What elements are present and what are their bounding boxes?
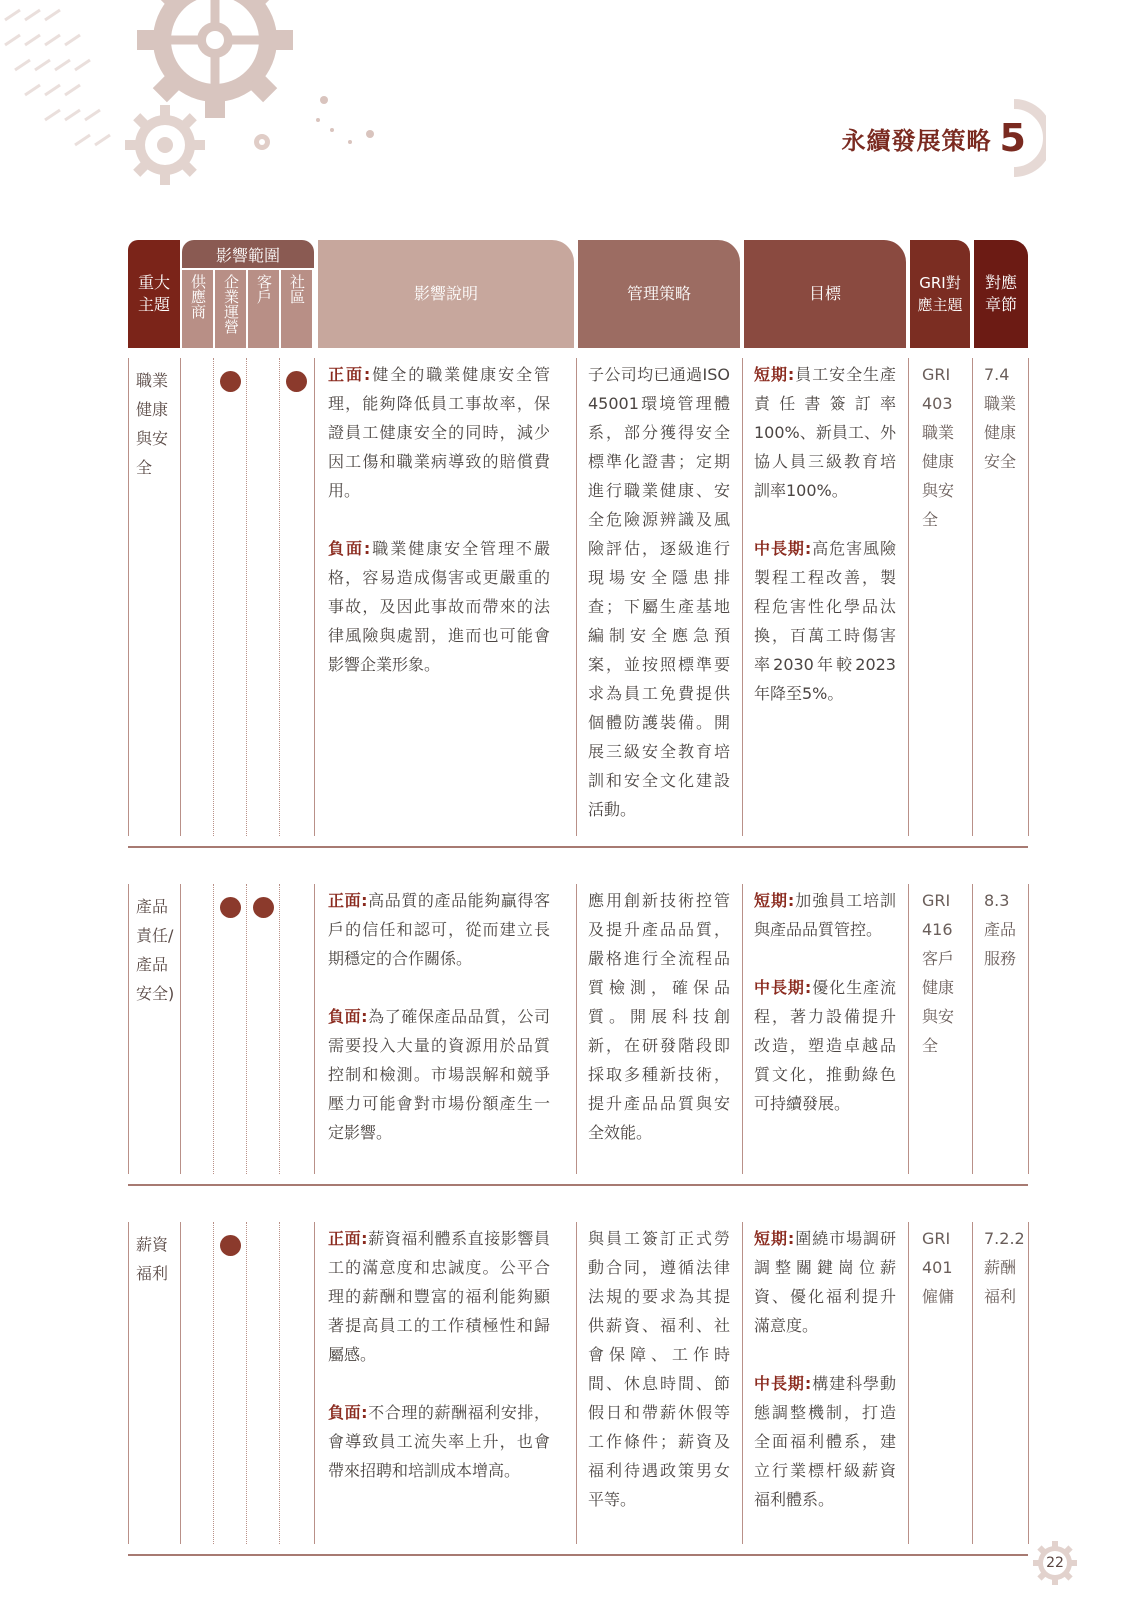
targets bbox=[754, 886, 896, 1184]
gear-decoration-small-icon bbox=[120, 100, 210, 190]
gri-topic bbox=[922, 1224, 966, 1554]
topic-name: 職業健康與安全 bbox=[136, 371, 169, 477]
column-divider bbox=[742, 884, 743, 1174]
column-divider bbox=[314, 1222, 315, 1544]
short-term-label: 短期: bbox=[754, 365, 795, 384]
column-divider bbox=[972, 884, 973, 1174]
gri-line: GRI bbox=[922, 365, 951, 384]
gri-line: 416 bbox=[922, 920, 953, 939]
chapter-reference bbox=[984, 360, 1028, 846]
long-term-label: 中長期: bbox=[754, 539, 812, 558]
column-divider bbox=[279, 884, 280, 1174]
short-term-text: 員工安全生產責任書簽訂率100%、新員工、外協人員三級教育培訓率100%。 bbox=[754, 365, 896, 500]
long-term-label: 中長期: bbox=[754, 1374, 812, 1393]
gri-line: 401 bbox=[922, 1258, 953, 1277]
column-divider bbox=[972, 358, 973, 836]
table-row bbox=[128, 1212, 1028, 1556]
header-scope-community: 社區 bbox=[281, 270, 312, 348]
short-term-text: 圍繞市場調研調整關鍵崗位薪資、優化福利提升滿意度。 bbox=[754, 1229, 896, 1335]
column-divider bbox=[128, 884, 129, 1174]
gri-line: 全 bbox=[922, 510, 939, 529]
material-topics-table bbox=[128, 240, 1028, 1556]
impact-description bbox=[328, 886, 550, 1184]
short-term-target bbox=[754, 886, 896, 944]
column-divider bbox=[213, 884, 214, 1174]
header-strategy: 管理策略 bbox=[578, 240, 740, 348]
negative-label: 負面: bbox=[328, 539, 371, 558]
negative-label: 負面: bbox=[328, 1403, 368, 1422]
positive-label: 正面: bbox=[328, 365, 371, 384]
gri-line: 健康 bbox=[922, 978, 955, 997]
column-divider bbox=[180, 358, 181, 836]
gri-line: 403 bbox=[922, 394, 953, 413]
long-term-target bbox=[754, 973, 896, 1118]
gri-line: 與安 bbox=[922, 481, 955, 500]
short-term-target bbox=[754, 1224, 896, 1340]
page-number: 22 bbox=[1046, 1555, 1064, 1571]
gri-line: GRI bbox=[922, 891, 951, 910]
management-strategy: 與員工簽訂正式勞動合同，遵循法律法規的要求為其提供薪資、福利、社會保障、工作時間、休息時間、節假日和帶薪休假等工作條件；薪資及福利待遇政策男女平等。 bbox=[588, 1229, 730, 1509]
chapter-line: 服務 bbox=[984, 949, 1017, 968]
column-divider bbox=[128, 358, 129, 836]
negative-label: 負面: bbox=[328, 1007, 368, 1026]
header-scope-operation: 企業運營 bbox=[215, 270, 246, 348]
column-divider bbox=[279, 358, 280, 836]
column-divider bbox=[314, 884, 315, 1174]
page-number-badge bbox=[1032, 1540, 1078, 1586]
header-scope: 影響範圍 bbox=[182, 240, 314, 268]
impact-description bbox=[328, 360, 550, 846]
chapter-title bbox=[842, 98, 1046, 178]
long-term-target bbox=[754, 534, 896, 708]
chapter-line: 產品 bbox=[984, 920, 1017, 939]
table-header bbox=[128, 240, 1028, 348]
header-topic: 重大主題 bbox=[128, 240, 180, 348]
column-divider bbox=[314, 358, 315, 836]
long-term-text: 優化生產流程，著力設備提升改造，塑造卓越品質文化，推動綠色可持續發展。 bbox=[754, 978, 896, 1113]
gri-line: 僱傭 bbox=[922, 1287, 955, 1306]
long-term-text: 高危害風險製程工程改善，製程危害性化學品汰換，百萬工時傷害率2030年較2023年降至5%。 bbox=[754, 539, 896, 703]
column-divider bbox=[246, 358, 247, 836]
table-row bbox=[128, 348, 1028, 848]
column-divider bbox=[279, 1222, 280, 1544]
column-divider bbox=[128, 1222, 129, 1544]
short-term-target bbox=[754, 360, 896, 505]
positive-text: 薪資福利體系直接影響員工的滿意度和忠誠度。公平合理的薪酬和豐富的福利能夠顯著提高員工的工作積極性和歸屬感。 bbox=[328, 1229, 550, 1364]
pattern-decoration-icon bbox=[0, 0, 130, 170]
long-term-target bbox=[754, 1369, 896, 1514]
gri-topic bbox=[922, 360, 966, 846]
table-row bbox=[128, 874, 1028, 1186]
scope-mark bbox=[286, 371, 307, 392]
chapter-line: 8.3 bbox=[984, 891, 1010, 910]
column-divider bbox=[576, 884, 577, 1174]
header-description: 影響說明 bbox=[318, 240, 574, 348]
column-divider bbox=[246, 884, 247, 1174]
column-divider bbox=[576, 358, 577, 836]
column-divider bbox=[908, 358, 909, 836]
column-divider bbox=[1028, 1222, 1029, 1544]
gri-line: 職業 bbox=[922, 423, 955, 442]
dots-decoration-icon bbox=[310, 90, 380, 150]
column-divider bbox=[908, 884, 909, 1174]
column-divider bbox=[180, 884, 181, 1174]
chapter-line: 7.2.2 bbox=[984, 1229, 1025, 1248]
gear-decoration-tiny-icon bbox=[250, 130, 274, 154]
column-divider bbox=[742, 1222, 743, 1544]
column-divider bbox=[213, 358, 214, 836]
column-divider bbox=[1028, 358, 1029, 836]
column-divider bbox=[742, 358, 743, 836]
gri-line: 全 bbox=[922, 1036, 939, 1055]
positive-label: 正面: bbox=[328, 1229, 368, 1248]
topic-name: 產品責任/產品安全) bbox=[136, 897, 175, 1003]
short-term-text: 加強員工培訓與產品品質管控。 bbox=[754, 891, 896, 939]
management-strategy: 子公司均已通過ISO 45001環境管理體系，部分獲得安全標準化證書；定期進行職業健康、安全危險源辨識及風險評估，逐級進行現場安全隱患排查；下屬生產基地編制安全應急預案，並按照標準要求為員工免費提供個體防護裝備。開展三級安全教育培訓和安全文化建設活動。 bbox=[588, 365, 730, 819]
chapter-line: 職業 bbox=[984, 394, 1017, 413]
long-term-text: 構建科學動態調整機制，打造全面福利體系，建立行業標杆級薪資福利體系。 bbox=[754, 1374, 896, 1509]
header-chapter: 對應章節 bbox=[974, 240, 1028, 348]
chapter-reference bbox=[984, 886, 1028, 1184]
impact-description bbox=[328, 1224, 550, 1554]
chapter-line: 安全 bbox=[984, 452, 1017, 471]
positive-impact bbox=[328, 1224, 550, 1369]
gri-topic bbox=[922, 886, 966, 1184]
column-divider bbox=[908, 1222, 909, 1544]
negative-text: 不合理的薪酬福利安排，會導致員工流失率上升，也會帶來招聘和培訓成本增高。 bbox=[328, 1403, 550, 1480]
scope-mark bbox=[220, 897, 241, 918]
gri-line: GRI bbox=[922, 1229, 951, 1248]
column-divider bbox=[576, 1222, 577, 1544]
gri-line: 健康 bbox=[922, 452, 955, 471]
positive-text: 健全的職業健康安全管理，能夠降低員工事故率，保證員工健康安全的同時，減少因工傷和職業病導致的賠償費用。 bbox=[328, 365, 550, 500]
negative-impact bbox=[328, 1002, 550, 1147]
column-divider bbox=[972, 1222, 973, 1544]
gri-line: 客戶 bbox=[922, 949, 955, 968]
topic-name: 薪資福利 bbox=[136, 1235, 169, 1283]
chapter-line: 健康 bbox=[984, 423, 1017, 442]
scope-mark bbox=[220, 1235, 241, 1256]
chapter-title-text: 永續發展策略 bbox=[841, 126, 992, 155]
targets bbox=[754, 360, 896, 846]
positive-text: 高品質的產品能夠贏得客戶的信任和認可，從而建立長期穩定的合作關係。 bbox=[328, 891, 550, 968]
column-divider bbox=[1028, 884, 1029, 1174]
chapter-line: 薪酬 bbox=[984, 1258, 1017, 1277]
column-divider bbox=[180, 1222, 181, 1544]
header-scope-customer: 客戶 bbox=[248, 270, 279, 348]
positive-impact bbox=[328, 360, 550, 505]
negative-impact bbox=[328, 1398, 550, 1485]
header-gri: GRI對應主題 bbox=[910, 240, 970, 348]
negative-impact bbox=[328, 534, 550, 679]
targets bbox=[754, 1224, 896, 1554]
chapter-reference bbox=[984, 1224, 1028, 1554]
header-goal: 目標 bbox=[744, 240, 906, 348]
positive-impact bbox=[328, 886, 550, 973]
long-term-label: 中長期: bbox=[754, 978, 812, 997]
negative-text: 職業健康安全管理不嚴格，容易造成傷害或更嚴重的事故，及因此事故而帶來的法律風險與處罰，進而也可能會影響企業形象。 bbox=[328, 539, 550, 674]
chapter-number: 5 bbox=[999, 116, 1026, 160]
chapter-gear-icon bbox=[1012, 98, 1046, 178]
short-term-label: 短期: bbox=[754, 1229, 795, 1248]
scope-mark bbox=[220, 371, 241, 392]
column-divider bbox=[213, 1222, 214, 1544]
chapter-line: 福利 bbox=[984, 1287, 1017, 1306]
gri-line: 與安 bbox=[922, 1007, 955, 1026]
negative-text: 為了確保產品品質，公司需要投入大量的資源用於品質控制和檢測。市場誤解和競爭壓力可能會對市場份額產生一定影響。 bbox=[328, 1007, 550, 1142]
column-divider bbox=[246, 1222, 247, 1544]
chapter-line: 7.4 bbox=[984, 365, 1010, 384]
short-term-label: 短期: bbox=[754, 891, 795, 910]
positive-label: 正面: bbox=[328, 891, 368, 910]
header-scope-supplier: 供應商 bbox=[182, 270, 213, 348]
scope-mark bbox=[253, 897, 274, 918]
management-strategy: 應用創新技術控管及提升產品品質，嚴格進行全流程品質檢測，確保品質。開展科技創新，在研發階段即採取多種新技術，提升產品品質與安全效能。 bbox=[588, 891, 730, 1142]
